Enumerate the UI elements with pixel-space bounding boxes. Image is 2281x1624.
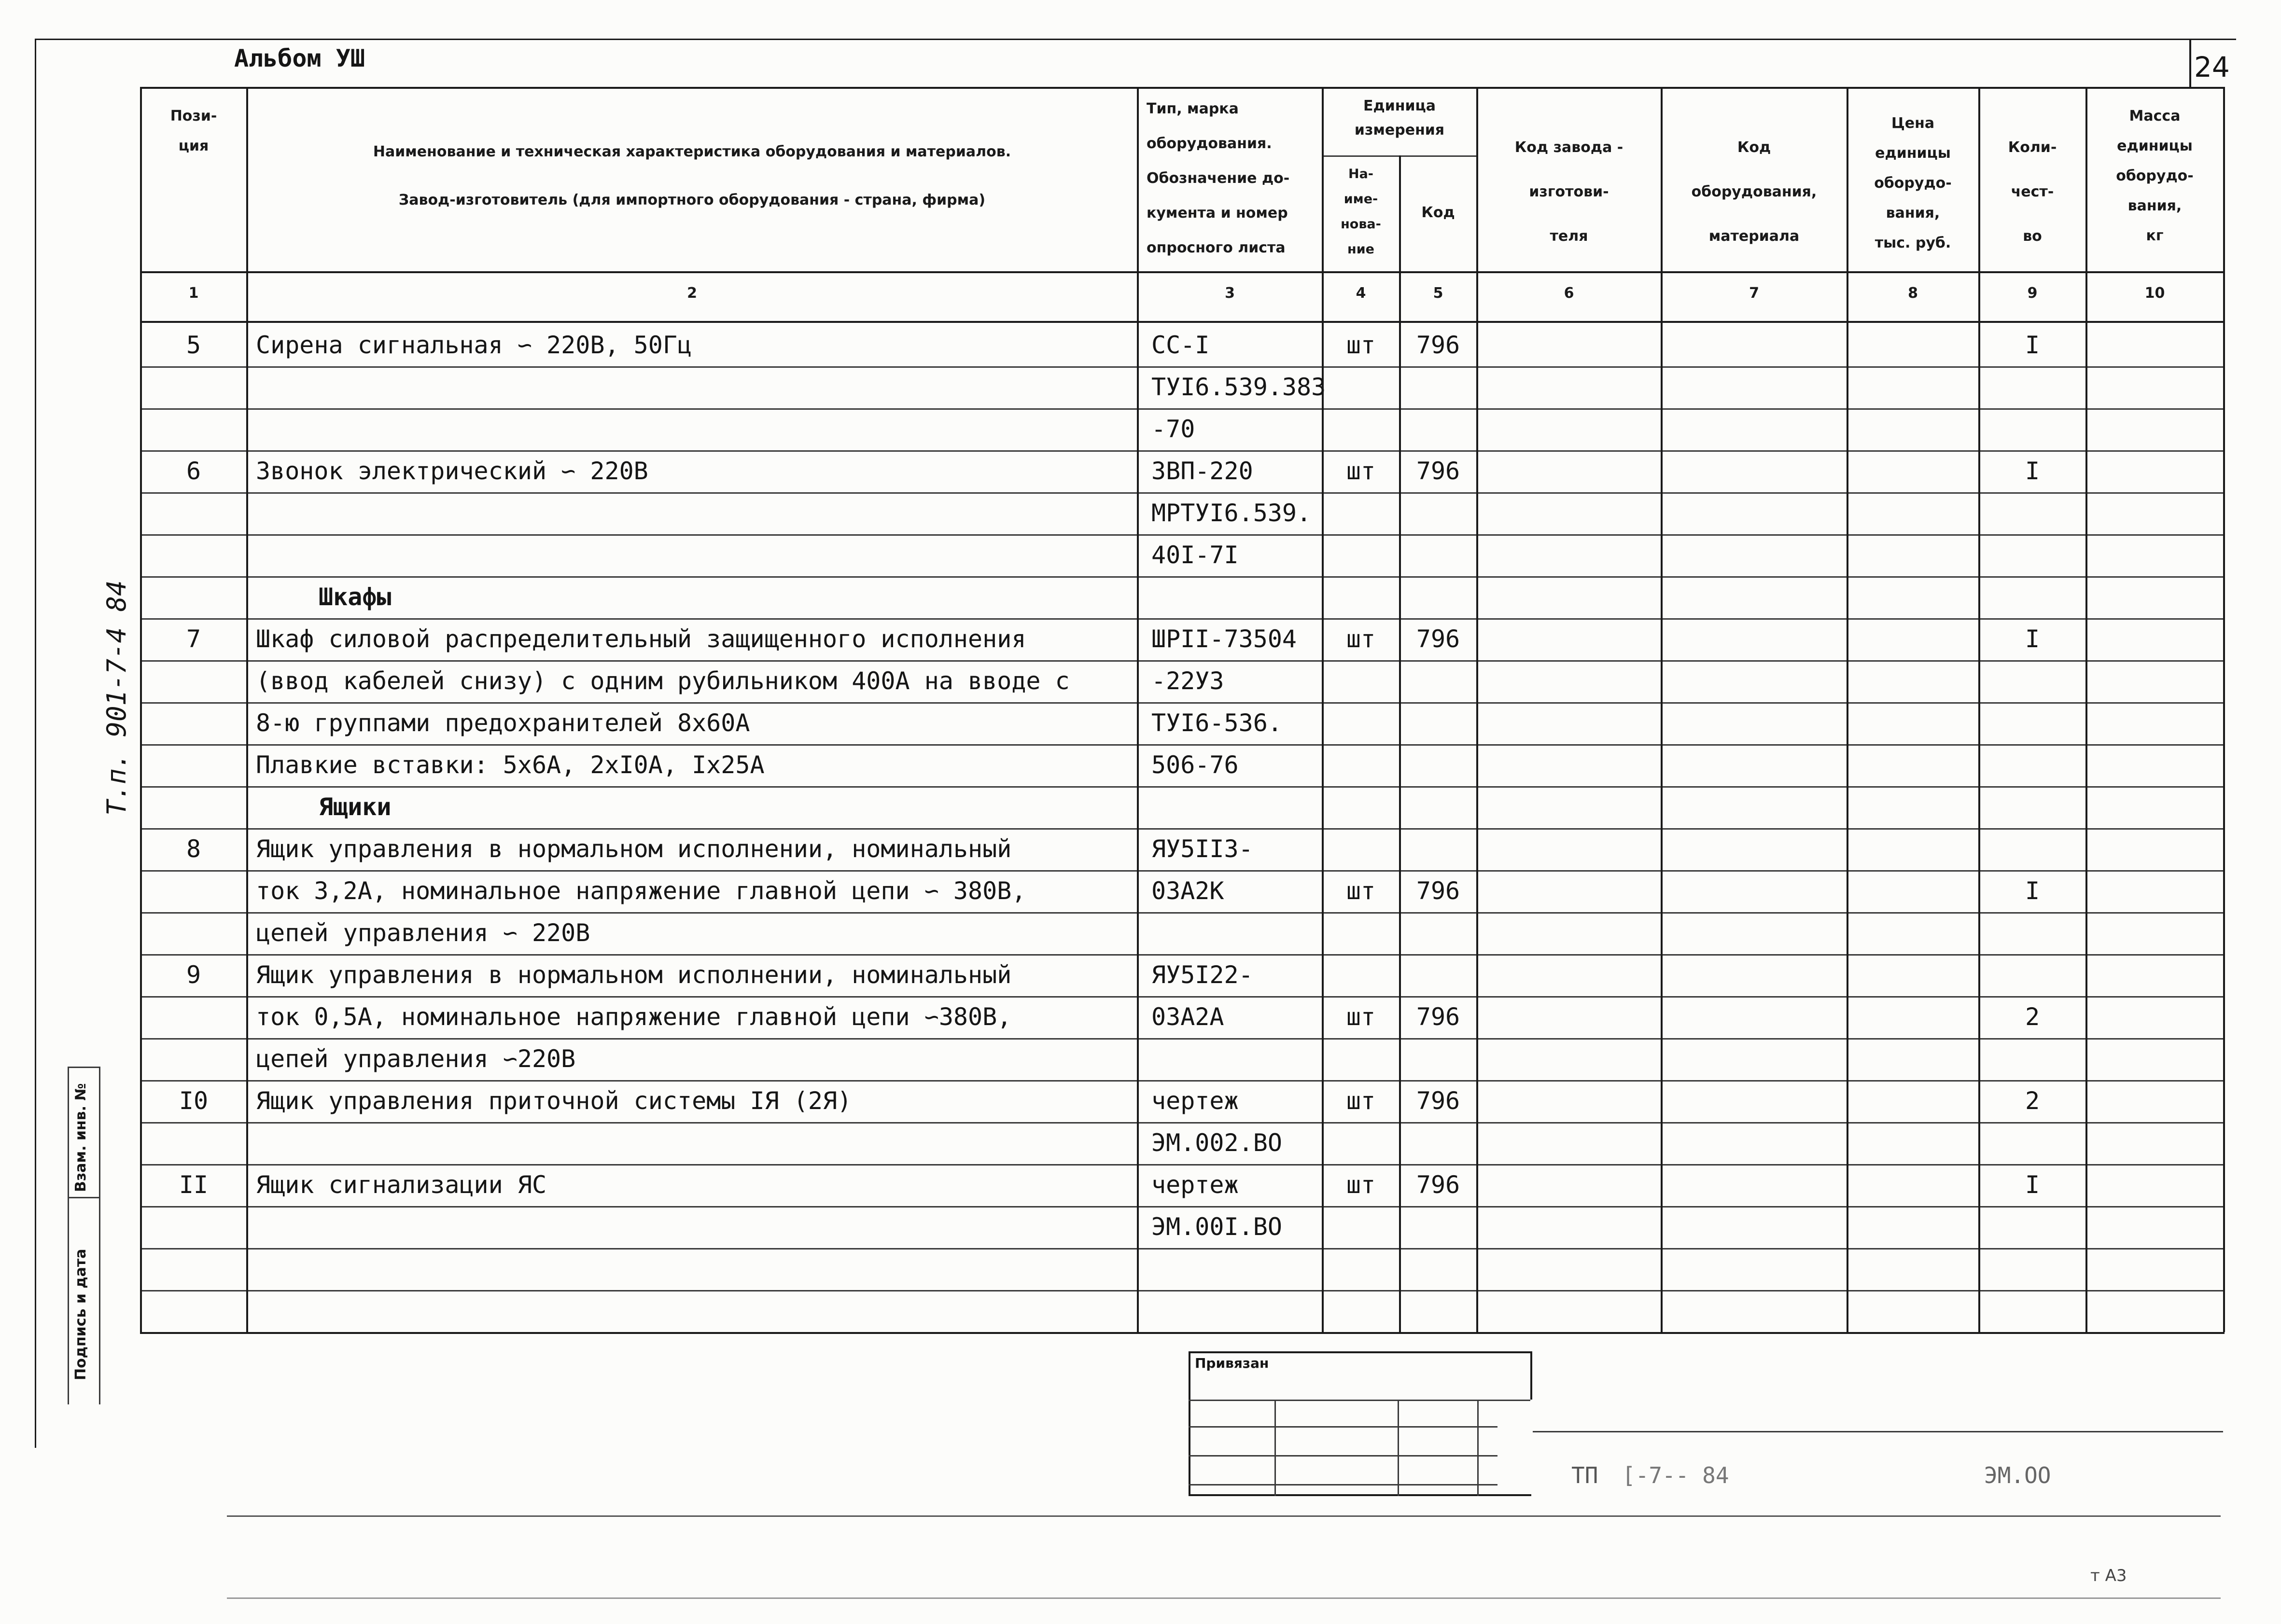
row-divider bbox=[140, 618, 2225, 620]
stamp-line-4 bbox=[1189, 1484, 1497, 1485]
row-name: 8-ю группами предохранителей 8х60А bbox=[256, 709, 750, 737]
row-position: II bbox=[179, 1171, 209, 1199]
row-unit: шт bbox=[1346, 457, 1376, 485]
header-price: Цена единицы оборудо- вания, тыс. руб. bbox=[1874, 115, 1952, 251]
row-unit-code: 796 bbox=[1416, 1087, 1460, 1115]
row-name: Ящик управления приточной системы IЯ (2Я) bbox=[256, 1087, 852, 1115]
row-position: I0 bbox=[179, 1087, 209, 1115]
row-type: 03А2А bbox=[1151, 1003, 1224, 1031]
col-line-2 bbox=[1137, 87, 1139, 1332]
side-strip-top bbox=[68, 1067, 100, 1068]
row-unit-code: 796 bbox=[1416, 457, 1460, 485]
colnum-bottom-line bbox=[140, 321, 2225, 323]
row-unit: шт bbox=[1346, 1171, 1376, 1199]
row-divider bbox=[140, 1164, 2225, 1166]
colnum-2: 2 bbox=[687, 285, 697, 302]
row-type: ТУI6.539.383 bbox=[1151, 373, 1326, 401]
stamp-line-2 bbox=[1189, 1426, 1497, 1428]
row-unit-code: 796 bbox=[1416, 331, 1460, 359]
row-type: -22У3 bbox=[1151, 667, 1224, 695]
col-line-7 bbox=[1847, 87, 1848, 1332]
stamp-project-code: [-7-- 84 bbox=[1622, 1462, 1729, 1488]
row-type: ЗВП-220 bbox=[1151, 457, 1253, 485]
frame-top-border bbox=[35, 39, 2236, 40]
colnum-10: 10 bbox=[2144, 285, 2165, 302]
col-line-5 bbox=[1476, 87, 1478, 1332]
row-quantity: 2 bbox=[2025, 1087, 2040, 1115]
colnum-4: 4 bbox=[1356, 285, 1366, 302]
stamp-privyazan-box bbox=[1189, 1351, 1531, 1496]
side-strip-right bbox=[99, 1067, 100, 1404]
row-type: ЭМ.002.ВО bbox=[1151, 1129, 1282, 1157]
colnum-1: 1 bbox=[188, 285, 199, 302]
row-divider bbox=[140, 996, 2225, 998]
row-divider bbox=[140, 870, 2225, 872]
row-type: МРТУI6.539. bbox=[1151, 499, 1312, 527]
row-name: Ящик управления в нормальном исполнении, номинальный bbox=[256, 961, 1012, 989]
table-bottom-line bbox=[140, 1332, 2225, 1334]
colnum-3: 3 bbox=[1225, 285, 1235, 302]
row-divider bbox=[140, 954, 2225, 956]
row-type: ТУI6-536. bbox=[1151, 709, 1282, 737]
row-type: 40I-7I bbox=[1151, 541, 1239, 569]
col-line-10 bbox=[2223, 87, 2225, 1332]
table-top-line bbox=[140, 87, 2225, 89]
row-name: ток 3,2А, номинальное напряжение главной цепи ∽ 380В, bbox=[256, 877, 1026, 905]
row-position: 5 bbox=[186, 331, 201, 359]
row-unit-code: 796 bbox=[1416, 1003, 1460, 1031]
header-quantity: Коли- чест- во bbox=[2008, 139, 2057, 245]
row-name: цепей управления ∽220В bbox=[256, 1045, 576, 1073]
row-position: 8 bbox=[186, 835, 201, 863]
row-unit-code: 796 bbox=[1416, 1171, 1460, 1199]
row-type: чертеж bbox=[1151, 1087, 1239, 1115]
header-equipment-code: Код оборудования, материала bbox=[1691, 139, 1817, 245]
row-divider bbox=[140, 1080, 2225, 1082]
section-heading: Ящики bbox=[319, 793, 392, 821]
row-unit-code: 796 bbox=[1416, 877, 1460, 905]
row-position: 6 bbox=[186, 457, 201, 485]
row-type: -70 bbox=[1151, 415, 1195, 443]
col-line-9 bbox=[2085, 87, 2087, 1332]
col-line-1 bbox=[246, 87, 248, 1332]
colnum-7: 7 bbox=[1749, 285, 1759, 302]
header-name: Наименование и техническая характеристика оборудования и материалов. Завод-изготовитель (для импортного оборудования - страна, фирма) bbox=[373, 143, 1011, 208]
frame-left-border bbox=[35, 39, 36, 1448]
row-divider bbox=[140, 534, 2225, 536]
row-unit-code: 796 bbox=[1416, 625, 1460, 653]
row-name: Звонок электрический ∽ 220В bbox=[256, 457, 648, 485]
format-label: т А3 bbox=[2090, 1566, 2127, 1585]
stamp-line-3 bbox=[1189, 1455, 1497, 1457]
col-line-3 bbox=[1322, 87, 1324, 1332]
header-factory-code: Код завода - изготови- теля bbox=[1514, 139, 1623, 245]
row-name: Шкаф силовой распределительный защищенного исполнения bbox=[256, 625, 1026, 653]
col-line-6 bbox=[1661, 87, 1663, 1332]
row-unit: шт bbox=[1346, 1003, 1376, 1031]
row-divider bbox=[140, 912, 2225, 914]
row-divider bbox=[140, 1038, 2225, 1040]
colnum-8: 8 bbox=[1908, 285, 1918, 302]
row-type: 506-76 bbox=[1151, 751, 1239, 779]
stamp-main-line bbox=[1533, 1431, 2223, 1432]
row-type: СС-I bbox=[1151, 331, 1210, 359]
section-heading: Шкафы bbox=[319, 583, 392, 611]
stamp-privyazan-label: Привязан bbox=[1195, 1355, 1269, 1371]
row-divider bbox=[140, 450, 2225, 452]
row-divider bbox=[140, 492, 2225, 494]
album-title: Альбом УШ bbox=[234, 44, 365, 72]
header-type: Тип, марка оборудования. Обозначение до- кумента и номер опросного листа bbox=[1147, 100, 1290, 256]
stamp-col-2 bbox=[1398, 1400, 1399, 1496]
vzam-inv-label: Взам. инв. № bbox=[72, 1083, 89, 1192]
header-pos: Пози- ция bbox=[170, 108, 217, 154]
col-line-8 bbox=[1978, 87, 1980, 1332]
sheet-number: 24 bbox=[2194, 51, 2230, 83]
row-unit: шт bbox=[1346, 877, 1376, 905]
row-quantity: I bbox=[2025, 877, 2040, 905]
row-name: Сирена сигнальная ∽ 220В, 50Гц bbox=[256, 331, 692, 359]
row-unit: шт bbox=[1346, 1087, 1376, 1115]
row-type: ШРII-73504 bbox=[1151, 625, 1297, 653]
row-divider bbox=[140, 744, 2225, 746]
row-quantity: I bbox=[2025, 625, 2040, 653]
bottom-line-2 bbox=[227, 1597, 2221, 1599]
row-type: ЯУ5II3- bbox=[1151, 835, 1253, 863]
project-code-side: Т.п. 901-7-4 84 bbox=[101, 580, 132, 816]
row-name: цепей управления ∽ 220В bbox=[256, 919, 590, 947]
side-strip-left bbox=[68, 1067, 69, 1404]
stamp-tp-label: ТП bbox=[1571, 1462, 1598, 1488]
row-type: ЯУ5I22- bbox=[1151, 961, 1253, 989]
signature-date-label: Подпись и дата bbox=[72, 1249, 89, 1380]
header-unit-name: На- име- нова- ние bbox=[1341, 167, 1381, 257]
row-divider bbox=[140, 408, 2225, 410]
stamp-col-3 bbox=[1477, 1400, 1479, 1496]
row-name: Ящик управления в нормальном исполнении, номинальный bbox=[256, 835, 1012, 863]
row-divider bbox=[140, 702, 2225, 704]
row-divider bbox=[140, 660, 2225, 662]
colnum-6: 6 bbox=[1564, 285, 1574, 302]
header-unit-code: Код bbox=[1421, 204, 1455, 221]
header-unit-group: Единица измерения bbox=[1354, 97, 1445, 139]
row-quantity: I bbox=[2025, 331, 2040, 359]
row-divider bbox=[140, 366, 2225, 368]
stamp-line-1 bbox=[1189, 1400, 1530, 1401]
header-mass: Масса единицы оборудо- вания, кг bbox=[2116, 108, 2194, 244]
header-bottom-line bbox=[140, 271, 2225, 273]
bottom-line-1 bbox=[227, 1515, 2221, 1517]
row-unit: шт bbox=[1346, 625, 1376, 653]
sheet-number-box-left bbox=[2189, 40, 2191, 88]
row-name: (ввод кабелей снизу) с одним рубильником 400А на вводе с bbox=[256, 667, 1070, 695]
stamp-col-1 bbox=[1274, 1400, 1276, 1496]
row-divider bbox=[140, 828, 2225, 830]
colnum-5: 5 bbox=[1433, 285, 1443, 302]
row-type: 03А2К bbox=[1151, 877, 1224, 905]
row-type: ЭМ.00I.ВО bbox=[1151, 1213, 1282, 1241]
col-line-0 bbox=[140, 87, 142, 1332]
row-divider bbox=[140, 576, 2225, 578]
row-divider bbox=[140, 1206, 2225, 1208]
row-divider bbox=[140, 786, 2225, 788]
stamp-sheet-code: ЭМ.ОО bbox=[1984, 1462, 2051, 1488]
row-position: 9 bbox=[186, 961, 201, 989]
row-name: Ящик сигнализации ЯС bbox=[256, 1171, 547, 1199]
row-divider bbox=[140, 1248, 2225, 1249]
stamp-box-right bbox=[1530, 1351, 1532, 1400]
colnum-9: 9 bbox=[2027, 285, 2038, 302]
row-divider bbox=[140, 1122, 2225, 1124]
row-quantity: I bbox=[2025, 457, 2040, 485]
row-quantity: I bbox=[2025, 1171, 2040, 1199]
row-unit: шт bbox=[1346, 331, 1376, 359]
row-position: 7 bbox=[186, 625, 201, 653]
side-strip-divider bbox=[68, 1197, 100, 1198]
row-name: Плавкие вставки: 5х6А, 2хI0А, Iх25А bbox=[256, 751, 765, 779]
row-type: чертеж bbox=[1151, 1171, 1239, 1199]
row-divider bbox=[140, 1290, 2225, 1291]
row-quantity: 2 bbox=[2025, 1003, 2040, 1031]
row-name: ток 0,5А, номинальное напряжение главной цепи ∽380В, bbox=[256, 1003, 1012, 1031]
